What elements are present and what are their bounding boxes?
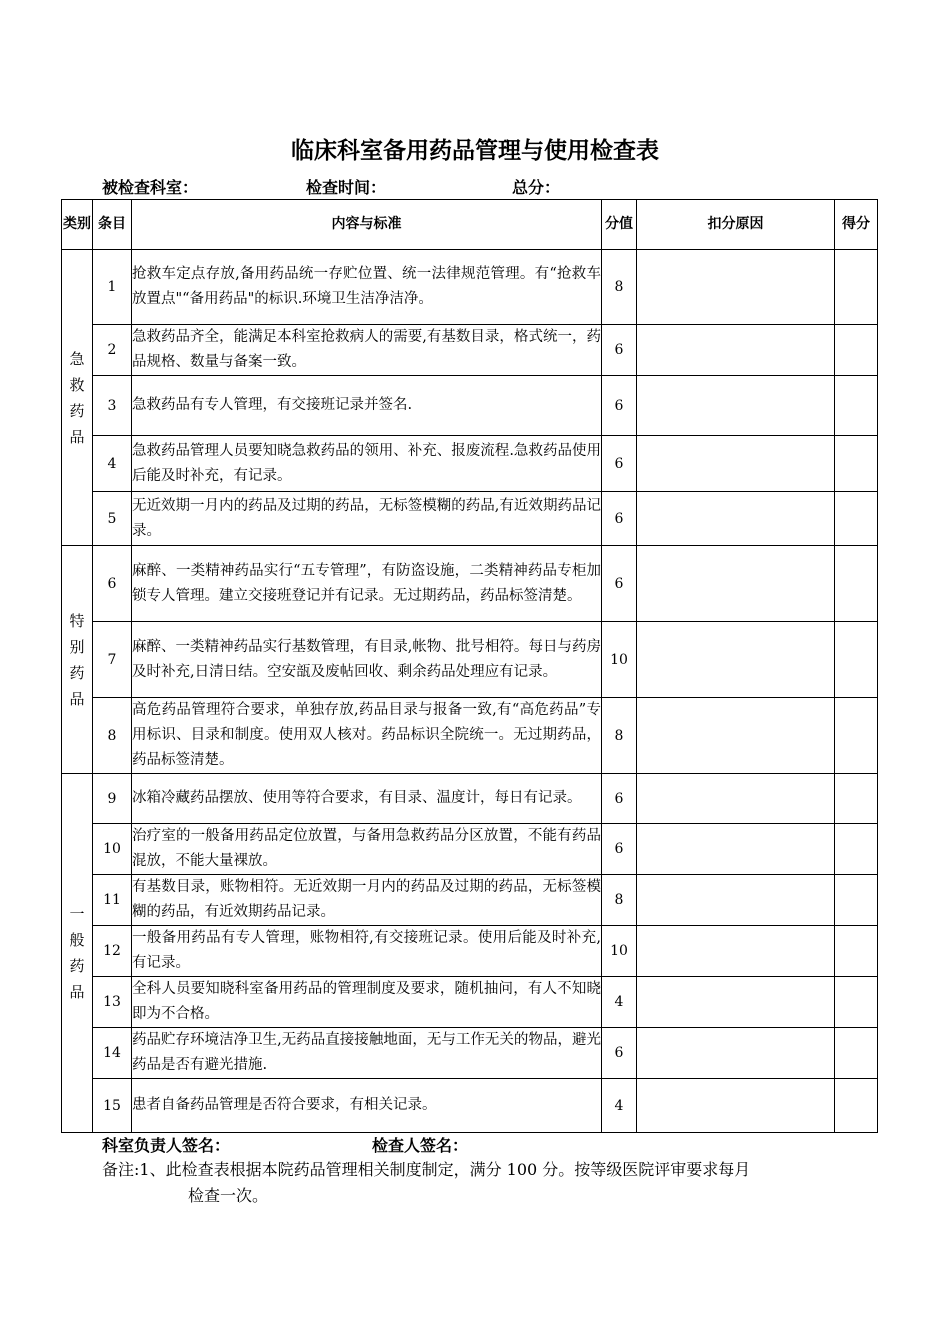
remark-line-1: 备注:1、此检查表根据本院药品管理相关制度制定，满分 100 分。按等级医院评审要求每月 [102,1160,751,1179]
item-points: 6 [602,376,637,436]
item-number: 10 [93,824,132,875]
table-row [62,698,878,774]
inspection-table [61,199,878,1133]
dept-label: 被检查科室： [102,178,199,197]
item-content: 患者自备药品管理是否符合要求，有相关记录。 [132,1079,602,1133]
item-number: 8 [93,698,132,774]
item-number: 3 [93,376,132,436]
reason-cell[interactable] [637,250,835,325]
reason-cell[interactable] [637,325,835,376]
reason-cell[interactable] [637,376,835,436]
item-number: 7 [93,622,132,698]
item-content: 无近效期一月内的药品及过期的药品，无标签模糊的药品,有近效期药品记录。 [132,492,602,546]
col-reason: 扣分原因 [637,200,835,250]
item-number: 2 [93,325,132,376]
reason-cell[interactable] [637,622,835,698]
score-cell[interactable] [835,824,878,875]
score-cell[interactable] [835,1079,878,1133]
reason-cell[interactable] [637,698,835,774]
item-points: 6 [602,774,637,824]
item-points: 6 [602,546,637,622]
reason-cell[interactable] [637,875,835,926]
item-number: 14 [93,1028,132,1079]
score-cell[interactable] [835,774,878,824]
score-cell[interactable] [835,977,878,1028]
item-number: 4 [93,436,132,492]
category-cell [62,546,93,774]
table-row [62,977,878,1028]
item-content: 急救药品齐全，能满足本科室抢救病人的需要,有基数目录，格式统一，药品规格、数量与备案一致。 [132,325,602,376]
item-number: 5 [93,492,132,546]
signature-line [102,1133,882,1155]
time-label: 检查时间： [306,178,387,197]
reason-cell[interactable] [637,492,835,546]
col-points: 分值 [602,200,637,250]
item-points: 8 [602,698,637,774]
table-row [62,875,878,926]
remark [102,1157,872,1209]
item-points: 6 [602,1028,637,1079]
item-points: 8 [602,250,637,325]
item-number: 6 [93,546,132,622]
item-points: 6 [602,325,637,376]
item-content: 治疗室的一般备用药品定位放置，与备用急救药品分区放置，不能有药品混放，不能大量裸放。 [132,824,602,875]
reason-cell[interactable] [637,774,835,824]
score-cell[interactable] [835,875,878,926]
item-number: 11 [93,875,132,926]
reason-cell[interactable] [637,1028,835,1079]
category-label: 一般药品 [69,905,85,1001]
score-cell[interactable] [835,325,878,376]
table-row [62,622,878,698]
col-score: 得分 [835,200,878,250]
item-points: 8 [602,875,637,926]
table-row [62,325,878,376]
item-content: 全科人员要知晓科室备用药品的管理制度及要求，随机抽问，有人不知晓即为不合格。 [132,977,602,1028]
score-cell[interactable] [835,546,878,622]
score-cell[interactable] [835,1028,878,1079]
table-row [62,1079,878,1133]
reason-cell[interactable] [637,436,835,492]
col-item: 条目 [93,200,132,250]
item-content: 抢救车定点存放,备用药品统一存贮位置、统一法律规范管理。有“抢救车放置点"“备用药品"的标识.环境卫生洁净洁净。 [132,250,602,325]
item-points: 4 [602,1079,637,1133]
item-content: 急救药品管理人员要知晓急救药品的领用、补充、报废流程.急救药品使用后能及时补充，有记录。 [132,436,602,492]
item-content: 麻醉、一类精神药品实行基数管理，有目录,帐物、批号相符。每日与药房及时补充,日清日结。空安瓿及废帖回收、剩余药品处理应有记录。 [132,622,602,698]
score-cell[interactable] [835,698,878,774]
item-number: 1 [93,250,132,325]
item-points: 10 [602,622,637,698]
table-row [62,376,878,436]
table-row [62,824,878,875]
item-points: 6 [602,436,637,492]
table-row [62,546,878,622]
item-content: 药品贮存环境洁净卫生,无药品直接接触地面，无与工作无关的物品，避光药品是否有避光措施. [132,1028,602,1079]
item-points: 6 [602,824,637,875]
table-row [62,1028,878,1079]
item-content: 高危药品管理符合要求，单独存放,药品目录与报备一致,有“高危药品”专用标识、目录和制度。使用双人核对。药品标识全院统一。无过期药品，药品标签清楚。 [132,698,602,774]
score-cell[interactable] [835,376,878,436]
reason-cell[interactable] [637,1079,835,1133]
reason-cell[interactable] [637,824,835,875]
item-number: 13 [93,977,132,1028]
table-row [62,436,878,492]
item-content: 一般备用药品有专人管理，账物相符,有交接班记录。使用后能及时补充,有记录。 [132,926,602,977]
item-number: 12 [93,926,132,977]
category-cell [62,250,93,546]
inspector-sign-label: 检查人签名： [372,1136,469,1155]
category-label: 急救药品 [69,349,85,446]
category-label: 特别药品 [69,611,85,708]
score-cell[interactable] [835,436,878,492]
table-row [62,250,878,325]
item-content: 冰箱冷藏药品摆放、使用等符合要求，有目录、温度计，每日有记录。 [132,774,602,824]
item-points: 4 [602,977,637,1028]
score-cell[interactable] [835,926,878,977]
score-cell[interactable] [835,622,878,698]
item-content: 有基数目录，账物相符。无近效期一月内的药品及过期的药品，无标签模糊的药品，有近效期药品记录。 [132,875,602,926]
item-points: 6 [602,492,637,546]
item-points: 10 [602,926,637,977]
reason-cell[interactable] [637,977,835,1028]
table-row [62,774,878,824]
item-content: 急救药品有专人管理，有交接班记录并签名. [132,376,602,436]
score-cell[interactable] [835,492,878,546]
category-cell [62,774,93,1133]
col-category: 类别 [62,200,93,250]
item-number: 15 [93,1079,132,1133]
reason-cell[interactable] [637,546,835,622]
col-content: 内容与标准 [132,200,602,250]
remark-line-2: 检查一次。 [188,1186,269,1205]
header-row [62,200,878,250]
table-row [62,926,878,977]
page-title: 临床科室备用药品管理与使用检查表 [291,138,659,164]
head-sign-label: 科室负责人签名： [102,1136,231,1155]
table-row [62,492,878,546]
reason-cell[interactable] [637,926,835,977]
item-content: 麻醉、一类精神药品实行“五专管理”，有防盗设施，二类精神药品专柜加锁专人管理。建立交接班登记并有记录。无过期药品，药品标签清楚。 [132,546,602,622]
item-number: 9 [93,774,132,824]
total-label: 总分： [512,178,561,197]
score-cell[interactable] [835,250,878,325]
